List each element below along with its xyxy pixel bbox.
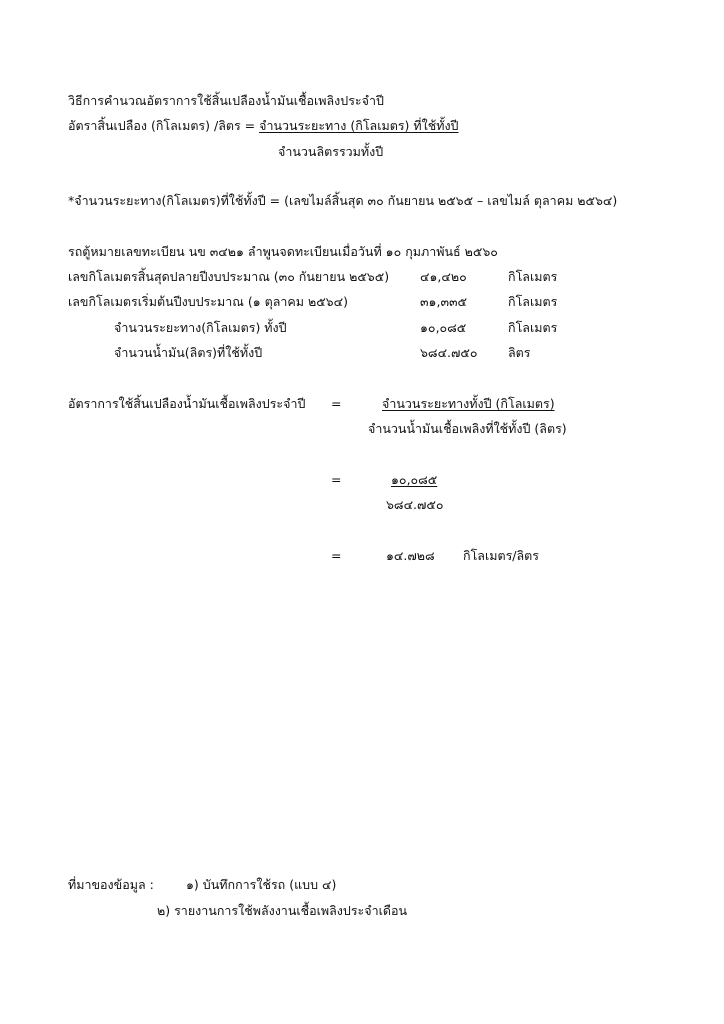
row-unit-start-km: กิโลเมตร — [508, 294, 558, 309]
calc-result-unit: กิโลเมตร/ลิตร — [463, 548, 539, 563]
calc-denominator-value: ๖๘๔.๗๕๐ — [386, 497, 444, 512]
calc-equals-1: = — [331, 396, 342, 411]
calc-denominator-text: จำนวนน้ำมันเชื้อเพลิงที่ใช้ทั้งปี (ลิตร) — [368, 421, 567, 436]
calc-equals-3: = — [331, 548, 342, 563]
calc-numerator-value: ๑๐,๐๘๕ — [391, 472, 438, 487]
row-label-start-km: เลขกิโลเมตรเริ่มต้นปีงบประมาณ (๑ ตุลาคม ๒๕๖๔) — [68, 294, 348, 309]
row-unit-end-km: กิโลเมตร — [508, 269, 558, 284]
row-label-fuel: จำนวนน้ำมัน(ลิตร)ที่ใช้ทั้งปี — [114, 345, 263, 360]
calc-equals-2: = — [331, 472, 342, 487]
row-value-distance: ๑๐,๐๘๕ — [420, 320, 467, 335]
calc-label: อัตราการใช้สิ้นเปลืองน้ำมันเชื้อเพลิงประจำปี — [68, 396, 306, 411]
row-label-end-km: เลขกิโลเมตรสิ้นสุดปลายปีงบประมาณ (๓๐ กันยายน ๒๕๖๕) — [68, 269, 390, 284]
formula-denominator: จำนวนลิตรรวมทั้งปี — [278, 144, 384, 159]
vehicle-info: รถตู้หมายเลขทะเบียน นข ๓๔๒๑ ลำพูนจดทะเบียนเมื่อวันที่ ๑๐ กุมภาพันธ์ ๒๕๖๐ — [68, 244, 498, 259]
formula-line — [68, 118, 459, 134]
formula-numerator: จำนวนระยะทาง (กิโลเมตร) ที่ใช้ทั้งปี — [259, 118, 459, 133]
source-item-2: ๒) รายงานการใช้พลังงานเชื้อเพลิงประจำเดือน — [157, 903, 408, 918]
row-unit-fuel: ลิตร — [508, 345, 531, 360]
row-label-distance: จำนวนระยะทาง(กิโลเมตร) ทั้งปี — [114, 320, 287, 335]
row-unit-distance: กิโลเมตร — [508, 320, 558, 335]
distance-note: *จำนวนระยะทาง(กิโลเมตร)ที่ใช้ทั้งปี = (เลขไมล์สิ้นสุด ๓๐ กันยายน ๒๕๖๕ – เลขไมล์ ตุลาคม ๒๕๖๔) — [68, 193, 618, 208]
source-label: ที่มาของข้อมูล : — [68, 877, 154, 892]
row-value-fuel: ๖๘๔.๗๕๐ — [420, 345, 478, 360]
source-item-1: ๑) บันทึกการใช้รถ (แบบ ๔) — [186, 877, 337, 892]
row-value-end-km: ๔๑,๔๒๐ — [420, 269, 467, 284]
formula-prefix: อัตราสิ้นเปลือง (กิโลเมตร) /ลิตร = — [68, 118, 260, 133]
calc-result-value: ๑๔.๗๒๘ — [386, 548, 435, 563]
method-title: วิธีการคำนวณอัตราการใช้สิ้นเปลืองน้ำมันเชื้อเพลิงประจำปี — [68, 93, 384, 108]
calc-numerator-text: จำนวนระยะทางทั้งปี (กิโลเมตร) — [382, 396, 555, 411]
row-value-start-km: ๓๑,๓๓๕ — [420, 294, 468, 309]
